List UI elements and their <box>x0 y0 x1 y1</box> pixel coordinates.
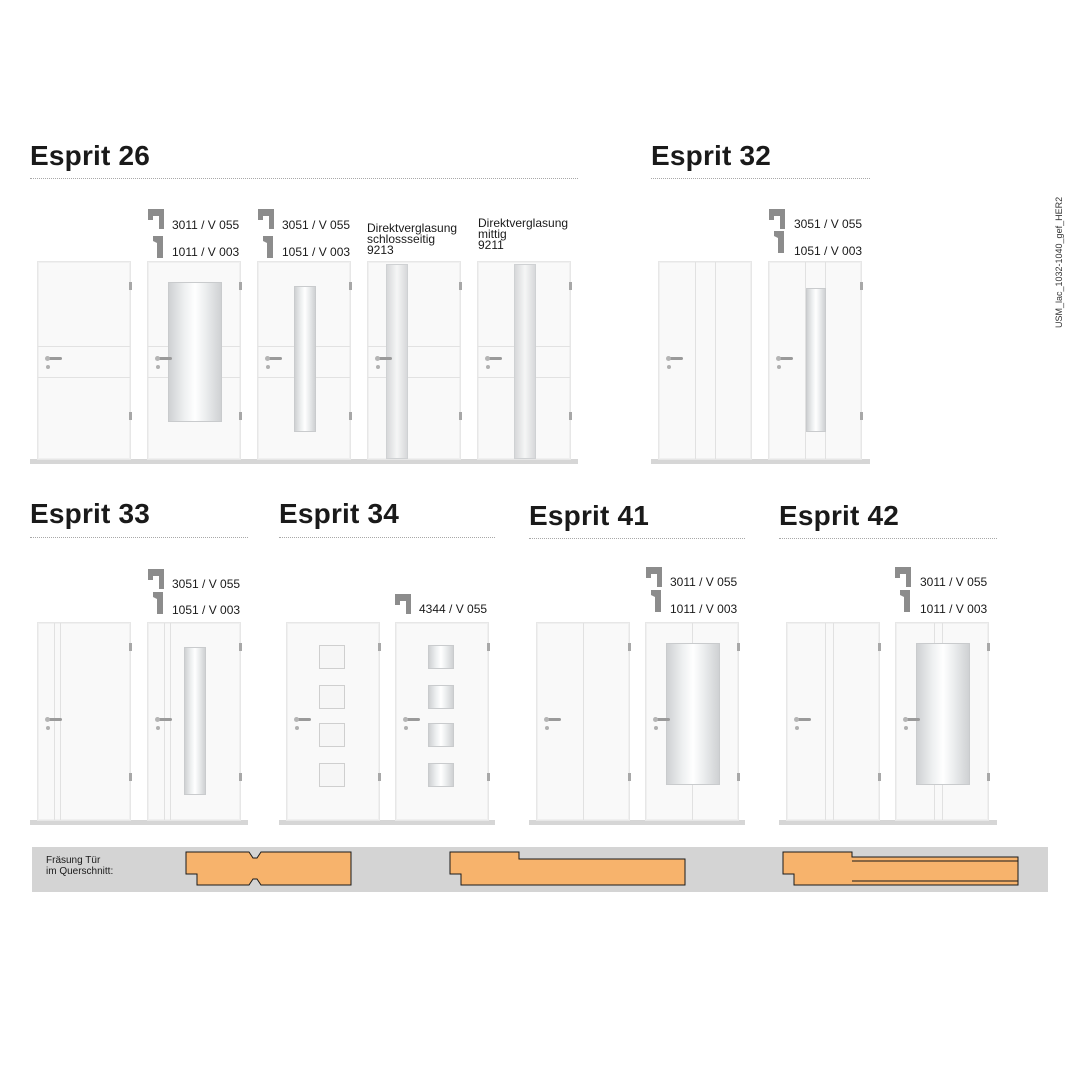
section-title-esprit-32: Esprit 32 <box>651 140 772 171</box>
door-esprit-42-glass <box>895 622 989 821</box>
profile-code-top: 3011 / V 055 <box>172 218 240 232</box>
profile-code-bottom: 1051 / V 003 <box>172 603 241 617</box>
door-handle-icon <box>488 357 502 360</box>
door-handle-icon <box>158 357 172 360</box>
door-glass <box>666 643 720 785</box>
door-handle-icon <box>906 718 920 721</box>
door-esprit-26-glass-narrow <box>257 261 351 460</box>
door-esprit-34-plain <box>286 622 380 821</box>
door-handle-icon <box>268 357 282 360</box>
door-glass <box>806 288 826 432</box>
door-esprit-32-glass <box>768 261 862 460</box>
door-handle-icon <box>656 718 670 721</box>
divider-esprit-33 <box>30 537 248 538</box>
side-label: USM_lac_1032-1040_gef_HER2 <box>1054 196 1064 328</box>
profile-code-top: 3051 / V 055 <box>794 217 863 231</box>
profile-code-bottom: 1051 / V 003 <box>282 245 351 259</box>
profile-cross-section-groove <box>782 851 1022 887</box>
frame-profile-icon <box>895 567 911 587</box>
profile-code-bottom: 1011 / V 003 <box>670 602 738 616</box>
bead-profile-icon <box>772 231 784 253</box>
profile-code-top: 3051 / V 055 <box>282 218 351 232</box>
bead-profile-icon <box>151 592 163 614</box>
cross-section-label: Fräsung Tür im Querschnitt: <box>46 855 114 877</box>
door-glass <box>428 645 454 669</box>
door-glass <box>916 643 970 785</box>
door-handle-icon <box>158 718 172 721</box>
door-esprit-41-glass <box>645 622 739 821</box>
divider-esprit-32 <box>651 178 870 179</box>
section-title-esprit-33: Esprit 33 <box>30 498 151 529</box>
bead-profile-icon <box>151 236 163 258</box>
profile-cross-section-notch <box>185 851 353 887</box>
divider-esprit-42 <box>779 538 997 539</box>
door-handle-icon <box>378 357 392 360</box>
section-title-esprit-41: Esprit 41 <box>529 500 650 531</box>
bead-profile-icon <box>649 590 661 612</box>
door-glass <box>294 286 316 432</box>
cross-section-strip <box>32 847 1048 892</box>
glazing-note-center: Direktverglasung mittig 9211 <box>478 216 569 252</box>
door-esprit-26-direct-glazing-lock-side <box>367 261 461 460</box>
door-glass <box>386 264 408 459</box>
door-handle-icon <box>48 718 62 721</box>
door-glass <box>428 763 454 787</box>
door-handle-icon <box>406 718 420 721</box>
profile-code-bottom: 1051 / V 003 <box>794 244 863 258</box>
door-esprit-33-plain <box>37 622 131 821</box>
door-handle-icon <box>48 357 62 360</box>
door-glass <box>428 723 454 747</box>
door-handle-icon <box>797 718 811 721</box>
door-handle-icon <box>297 718 311 721</box>
frame-profile-icon <box>646 567 662 587</box>
profile-cross-section-step <box>449 851 689 887</box>
door-glass <box>168 282 222 422</box>
frame-profile-icon <box>148 569 164 589</box>
profile-code-top: 4344 / V 055 <box>419 602 488 616</box>
door-esprit-26-glass-large <box>147 261 241 460</box>
door-handle-icon <box>547 718 561 721</box>
door-esprit-33-glass <box>147 622 241 821</box>
frame-profile-icon <box>148 209 164 229</box>
door-esprit-34-glass <box>395 622 489 821</box>
door-esprit-26-direct-glazing-center <box>477 261 571 460</box>
divider-esprit-34 <box>279 537 495 538</box>
divider-esprit-41 <box>529 538 745 539</box>
profile-code-top: 3051 / V 055 <box>172 577 241 591</box>
door-handle-icon <box>669 357 683 360</box>
bead-profile-icon <box>261 236 273 258</box>
section-title-esprit-42: Esprit 42 <box>779 500 900 531</box>
profile-code-bottom: 1011 / V 003 <box>920 602 988 616</box>
frame-profile-icon <box>258 209 274 229</box>
door-esprit-26-plain <box>37 261 131 460</box>
door-handle-icon <box>779 357 793 360</box>
door-esprit-41-plain <box>536 622 630 821</box>
door-esprit-32-plain <box>658 261 752 460</box>
section-title-esprit-34: Esprit 34 <box>279 498 400 529</box>
frame-profile-icon <box>769 209 785 229</box>
door-glass <box>184 647 206 795</box>
glazing-note-lock-side: Direktverglasung schlossseitig 9213 <box>367 221 458 257</box>
profile-code-bottom: 1011 / V 003 <box>172 245 240 259</box>
profile-code-top: 3011 / V 055 <box>920 575 988 589</box>
door-esprit-42-plain <box>786 622 880 821</box>
divider-esprit-26 <box>30 178 578 179</box>
section-title-esprit-26: Esprit 26 <box>30 140 151 171</box>
frame-profile-icon <box>395 594 411 614</box>
bead-profile-icon <box>898 590 910 612</box>
door-glass <box>514 264 536 459</box>
profile-code-top: 3011 / V 055 <box>670 575 738 589</box>
door-glass <box>428 685 454 709</box>
